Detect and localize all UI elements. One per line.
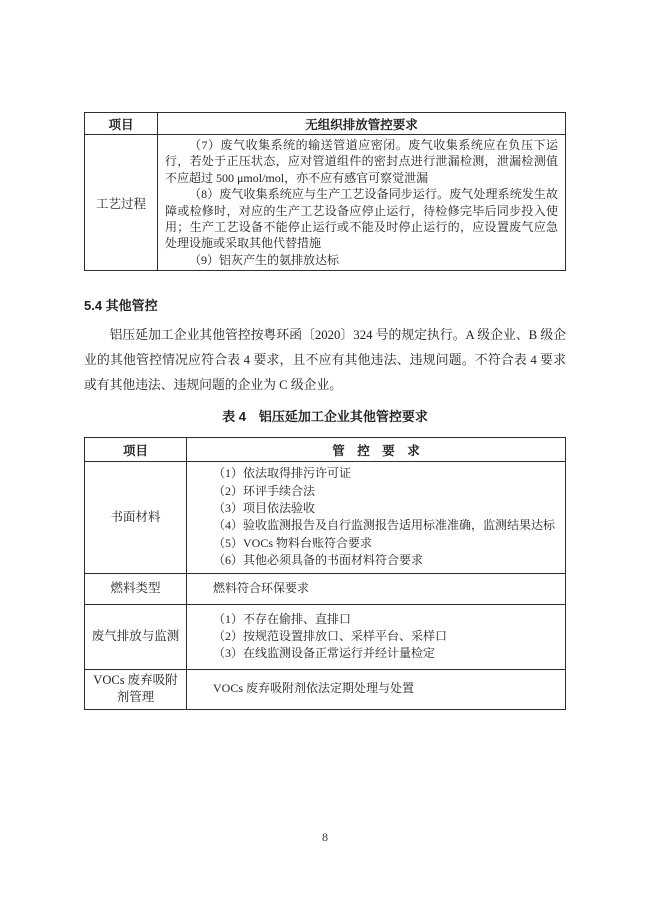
requirement-item: （1）依法取得排污许可证 [213, 466, 352, 481]
requirement-item: （2）按规范设置排放口、采样平台、采样口 [213, 628, 448, 643]
requirement-item-7: （7）废气收集系统的输送管道应密闭。废气收集系统应在负压下运行，若处于正压状态，应对管道组件的密封点进行泄漏检测，泄漏检测值不应超过 500 μmol/mol，亦不应有感官可察觉泄漏 [165, 138, 558, 185]
table-header-row [85, 438, 566, 462]
table-row [85, 135, 566, 271]
unorganized-emission-table [84, 112, 566, 271]
exhaust-monitoring-requirements-cell [187, 604, 566, 669]
header-cell-item: 项目 [85, 438, 187, 462]
requirement-item: （1）不存在偷排、直排口 [213, 611, 352, 626]
fuel-type-requirements-cell [187, 573, 566, 604]
table4-caption: 表 4 铝压延加工企业其他管控要求 [222, 409, 428, 425]
document-content-column [84, 0, 566, 710]
requirement-item: （6）其他必须具备的书面材料符合要求 [213, 553, 424, 568]
requirement-item: （5）VOCs 物料台账符合要求 [213, 535, 373, 550]
row-label-written-materials: 书面材料 [85, 462, 187, 573]
requirement-item: VOCs 废弃吸附剂依法定期处理与处置 [213, 681, 415, 696]
section-heading: 5.4 其他管控 [84, 298, 158, 314]
requirement-item: 燃料符合环保要求 [213, 580, 310, 595]
row-label-process: 工艺过程 [85, 135, 158, 271]
requirement-item: （3）在线监测设备正常运行并经计量检定 [213, 646, 436, 661]
requirement-item-8: （8）废气收集系统应与生产工艺设备同步运行。废气处理系统发生故障或检修时，对应的生产工艺设备应停止运行，待检修完毕后同步投入使用；生产工艺设备不能停止运行或不能及时停止运行的，应设置废气应急处理设施或采取其他代替措施 [165, 187, 558, 251]
table-header-row [85, 113, 566, 135]
process-requirements-cell [158, 135, 566, 271]
written-materials-requirements-cell [187, 462, 566, 573]
table-row [85, 573, 566, 604]
requirement-item: （2）环评手续合法 [213, 483, 316, 498]
table-row [85, 669, 566, 709]
row-label-fuel-type: 燃料类型 [85, 573, 187, 604]
row-label-exhaust-monitoring: 废气排放与监测 [85, 604, 187, 669]
header-cell-unorganized-requirements: 无组织排放管控要求 [158, 113, 566, 135]
header-cell-item: 项目 [85, 113, 158, 135]
table-row [85, 462, 566, 573]
requirement-item: （4）验收监测报告及自行监测报告适用标准准确，监测结果达标 [213, 518, 556, 533]
requirement-item: （3）项目依法验收 [213, 501, 316, 516]
section-paragraph: 铝压延加工企业其他管控按粤环函〔2020〕324 号的规定执行。A 级企业、B 级企业的其他管控情况应符合表 4 要求，且不应有其他违法、违规问题。不符合表 4 要求或有其他违法、违规问题的企业为 C 级企业。 [84, 328, 566, 393]
page-number: 8 [322, 830, 328, 844]
table-row [85, 604, 566, 669]
header-cell-control-requirements: 管 控 要 求 [187, 438, 566, 462]
vocs-adsorbent-requirements-cell [187, 669, 566, 709]
other-control-table [84, 437, 566, 709]
requirement-item-9: （9）铝灰产生的氨排放达标 [189, 252, 340, 267]
row-label-vocs-adsorbent: VOCs 废弃吸附剂管理 [85, 669, 187, 709]
